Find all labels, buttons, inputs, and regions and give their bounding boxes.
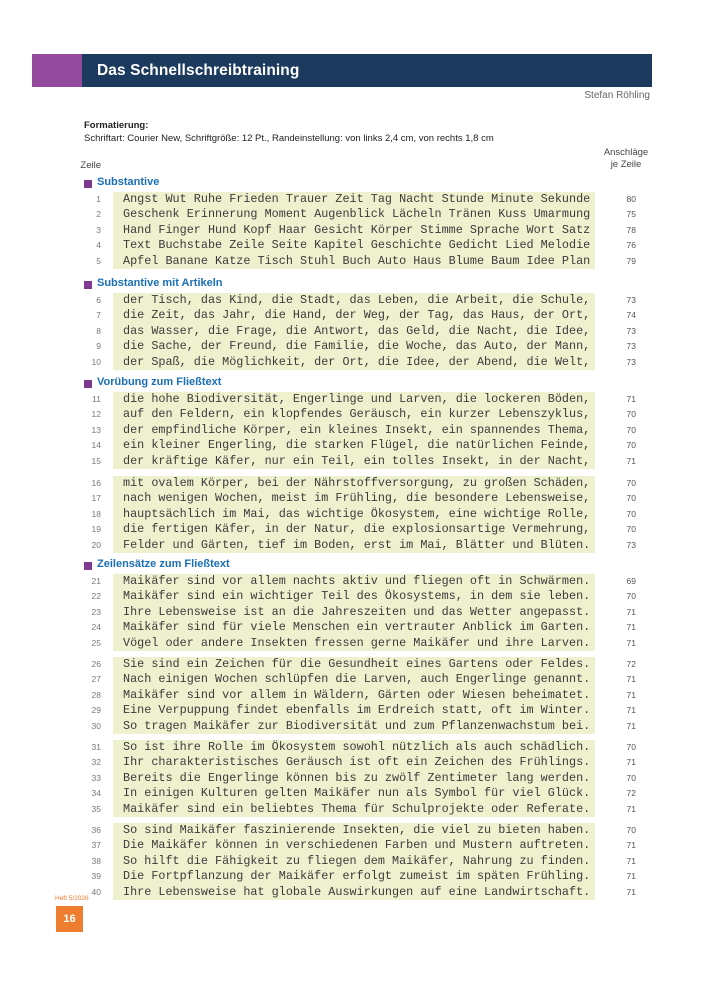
column-header-strokes-line2: je Zeile (610, 158, 642, 170)
column-header-strokes-line1: Anschläge (603, 147, 649, 158)
line-number: 15 (91, 455, 101, 466)
line-number: 30 (91, 720, 101, 731)
strokes-value: 73 (626, 356, 636, 367)
line-number: 16 (91, 478, 101, 488)
text-block (0, 740, 720, 817)
strokes-value: 71 (626, 674, 636, 685)
strokes-value: 71 (626, 689, 636, 700)
text-line: Geschenk Erinnerung Moment Augenblick Lächeln Tränen Kuss Umarmung (123, 207, 591, 222)
text-line: das Wasser, die Frage, die Antwort, das Geld, die Nacht, die Idee, (123, 323, 591, 338)
section-bullet-icon (84, 562, 92, 570)
strokes-value: 70 (626, 424, 636, 435)
strokes-value: 71 (626, 757, 636, 768)
strokes-column (596, 392, 636, 469)
text-line: Maikäfer sind ein beliebtes Thema für Schulprojekte oder Referate. (123, 801, 591, 816)
line-number: 32 (91, 757, 101, 768)
page-title: Das Schnellschreibtraining (97, 62, 300, 79)
line-number: 24 (91, 622, 101, 633)
text-block (0, 392, 720, 469)
line-number: 25 (91, 637, 101, 648)
page-number-badge: 16 (56, 906, 83, 932)
text-line: Felder und Gärten, tief im Boden, erst im Mai, Blätter und Blüten. (123, 537, 591, 552)
line-number: 36 (91, 825, 101, 835)
text-line: der kräftige Käfer, nur ein Teil, ein tolles Insekt, in der Nacht, (123, 453, 591, 468)
strokes-value: 73 (626, 325, 636, 336)
text-line: Maikäfer sind vor allem in Wäldern, Gärten oder Wiesen beheimatet. (123, 687, 591, 702)
text-line: Die Maikäfer können in verschiedenen Farben und Mustern auftreten. (123, 838, 591, 853)
section-bullet-icon (84, 281, 92, 289)
strokes-value: 73 (626, 539, 636, 550)
line-number: 23 (91, 606, 101, 617)
line-number: 39 (91, 871, 101, 882)
line-number: 9 (96, 341, 101, 352)
strokes-value: 76 (626, 240, 636, 251)
text-line: Sie sind ein Zeichen für die Gesundheit eines Gartens oder Feldes. (123, 657, 591, 671)
strokes-value: 70 (626, 825, 636, 835)
line-number: 6 (96, 295, 101, 305)
line-number-column (60, 740, 101, 817)
text-line: Text Buchstabe Zeile Seite Kapitel Geschichte Gedicht Lied Melodie (123, 238, 591, 253)
text-block (0, 823, 720, 900)
text-line: Ihre Lebensweise ist an die Jahreszeiten und das Wetter angepasst. (123, 604, 591, 619)
text-line: der Tisch, das Kind, die Stadt, das Leben, die Arbeit, die Schule, (123, 293, 591, 307)
strokes-value: 71 (626, 803, 636, 814)
line-number: 40 (91, 886, 101, 897)
line-number: 4 (96, 240, 101, 251)
text-line-column (113, 476, 595, 553)
text-block (0, 293, 720, 370)
strokes-column (596, 476, 636, 553)
text-line: So ist ihre Rolle im Ökosystem sowohl nützlich als auch schädlich. (123, 740, 591, 754)
line-number-column (60, 392, 101, 469)
line-number: 22 (91, 591, 101, 602)
strokes-column (596, 293, 636, 370)
line-number: 13 (91, 424, 101, 435)
text-line: So tragen Maikäfer zur Biodiversität und zum Pflanzenwachstum bei. (123, 718, 591, 733)
strokes-column (596, 823, 636, 900)
line-number: 18 (91, 508, 101, 519)
text-line-column (113, 192, 595, 269)
text-line: Hand Finger Hund Kopf Haar Gesicht Körper Stimme Sprache Wort Satz (123, 222, 591, 237)
line-number: 33 (91, 772, 101, 783)
text-line: Maikäfer sind vor allem nachts aktiv und fliegen oft in Schwärmen. (123, 574, 591, 588)
text-line: In einigen Kulturen gelten Maikäfer nun als Symbol für viel Glück. (123, 786, 591, 801)
strokes-value: 70 (626, 524, 636, 535)
section-header (84, 176, 159, 190)
line-number: 7 (96, 310, 101, 321)
text-line: So sind Maikäfer faszinierende Insekten, die viel zu bieten haben. (123, 823, 591, 837)
text-line: die Zeit, das Jahr, die Hand, der Weg, der Tag, das Haus, der Ort, (123, 308, 591, 323)
strokes-column (596, 574, 636, 651)
text-line: der empfindliche Körper, ein kleines Insekt, ein spannendes Thema, (123, 422, 591, 437)
text-line-column (113, 823, 595, 900)
strokes-column (596, 192, 636, 269)
strokes-value: 78 (626, 224, 636, 235)
line-number: 10 (91, 356, 101, 367)
text-block (0, 657, 720, 734)
strokes-value: 70 (626, 478, 636, 488)
strokes-value: 72 (626, 659, 636, 669)
strokes-value: 71 (626, 871, 636, 882)
strokes-value: 73 (626, 341, 636, 352)
text-line-column (113, 574, 595, 651)
line-number-column (60, 476, 101, 553)
strokes-column (596, 740, 636, 817)
line-number: 38 (91, 855, 101, 866)
text-block (0, 574, 720, 651)
text-line: Vögel oder andere Insekten fressen gerne Maikäfer und ihre Larven. (123, 635, 591, 650)
text-line: Die Fortpflanzung der Maikäfer erfolgt zumeist im späten Frühling. (123, 869, 591, 884)
text-line-column (113, 740, 595, 817)
section-title: Zeilensätze zum Fließtext (97, 558, 230, 570)
strokes-value: 71 (626, 394, 636, 404)
strokes-value: 71 (626, 606, 636, 617)
strokes-value: 71 (626, 455, 636, 466)
section-header (84, 558, 230, 572)
line-number-column (60, 192, 101, 269)
line-number-column (60, 823, 101, 900)
strokes-value: 70 (626, 772, 636, 783)
line-number: 26 (91, 659, 101, 669)
strokes-value: 71 (626, 705, 636, 716)
text-line: So hilft die Fähigkeit zu fliegen dem Maikäfer, Nahrung zu finden. (123, 853, 591, 868)
text-line: der Spaß, die Möglichkeit, der Ort, die Idee, der Abend, die Welt, (123, 354, 591, 369)
issue-label: Heft 5/2026 (55, 895, 89, 902)
line-number: 27 (91, 674, 101, 685)
strokes-value: 80 (626, 194, 636, 204)
text-line-column (113, 293, 595, 370)
section-bullet-icon (84, 180, 92, 188)
formatting-details: Schriftart: Courier New, Schriftgröße: 12 Pt., Randeinstellung: von links 2,4 cm, von rechts 1,8 cm (84, 133, 494, 144)
text-line: Nach einigen Wochen schlüpfen die Larven, auch Engerlinge genannt. (123, 672, 591, 687)
strokes-value: 71 (626, 637, 636, 648)
line-number: 29 (91, 705, 101, 716)
text-line: Maikäfer sind ein wichtiger Teil des Ökosystems, in dem sie leben. (123, 589, 591, 604)
text-line-column (113, 392, 595, 469)
line-number: 14 (91, 440, 101, 451)
text-line: Maikäfer sind für viele Menschen ein vertrauter Anblick im Garten. (123, 620, 591, 635)
strokes-value: 73 (626, 295, 636, 305)
text-line: nach wenigen Wochen, meist im Frühling, die besondere Lebensweise, (123, 491, 591, 506)
text-line-column (113, 657, 595, 734)
strokes-value: 71 (626, 855, 636, 866)
text-line: die fertigen Käfer, in der Natur, die explosionsartige Vermehrung, (123, 522, 591, 537)
line-number: 19 (91, 524, 101, 535)
section-bullet-icon (84, 380, 92, 388)
text-line: Angst Wut Ruhe Frieden Trauer Zeit Tag Nacht Stunde Minute Sekunde (123, 192, 591, 206)
line-number-column (60, 574, 101, 651)
text-line: Eine Verpuppung findet ebenfalls im Erdreich statt, oft im Winter. (123, 703, 591, 718)
text-line: hauptsächlich im Mai, das wichtige Ökosystem, eine wichtige Rolle, (123, 506, 591, 521)
line-number: 31 (91, 742, 101, 752)
text-line: Ihre Lebensweise hat globale Auswirkungen auf eine Landwirtschaft. (123, 884, 591, 899)
strokes-value: 70 (626, 493, 636, 504)
line-number: 5 (96, 255, 101, 266)
line-number: 2 (96, 209, 101, 220)
line-number: 34 (91, 788, 101, 799)
line-number: 12 (91, 409, 101, 420)
line-number: 35 (91, 803, 101, 814)
formatting-label: Formatierung: (84, 120, 149, 131)
text-line: Bereits die Engerlinge können bis zu zwölf Zentimeter lang werden. (123, 770, 591, 785)
line-number: 1 (96, 194, 101, 204)
line-number-column (60, 293, 101, 370)
strokes-value: 70 (626, 409, 636, 420)
strokes-value: 71 (626, 886, 636, 897)
line-number: 11 (92, 394, 101, 404)
strokes-value: 70 (626, 508, 636, 519)
line-number-column (60, 657, 101, 734)
text-line: die Sache, der Freund, die Familie, die Woche, das Auto, der Mann, (123, 339, 591, 354)
strokes-value: 79 (626, 255, 636, 266)
section-header (84, 277, 223, 291)
text-line: Ihr charakteristisches Geräusch ist oft ein Zeichen des Frühlings. (123, 755, 591, 770)
strokes-value: 72 (626, 788, 636, 799)
strokes-value: 74 (626, 310, 636, 321)
section-title: Vorübung zum Fließtext (97, 376, 222, 388)
strokes-value: 70 (626, 742, 636, 752)
strokes-value: 70 (626, 591, 636, 602)
line-number: 21 (91, 576, 101, 586)
text-line: auf den Feldern, ein klopfendes Geräusch, ein kurzer Lebenszyklus, (123, 407, 591, 422)
line-number: 20 (91, 539, 101, 550)
text-block (0, 476, 720, 553)
text-line: Apfel Banane Katze Tisch Stuhl Buch Auto Haus Blume Baum Idee Plan (123, 253, 591, 268)
text-line: mit ovalem Körper, bei der Nährstoffversorgung, zu großen Schäden, (123, 476, 591, 490)
line-number: 28 (91, 689, 101, 700)
strokes-value: 70 (626, 440, 636, 451)
strokes-value: 71 (626, 622, 636, 633)
section-title: Substantive (97, 176, 160, 188)
strokes-value: 69 (626, 576, 636, 586)
text-line: die hohe Biodiversität, Engerlinge und Larven, die lockeren Böden, (123, 392, 591, 406)
author-name: Stefan Röhling (584, 90, 650, 101)
line-number: 3 (96, 224, 101, 235)
line-number: 8 (96, 325, 101, 336)
line-number: 37 (91, 840, 101, 851)
text-line: ein kleiner Engerling, die starken Flügel, die natürlichen Feinde, (123, 438, 591, 453)
strokes-value: 71 (626, 840, 636, 851)
strokes-value: 75 (626, 209, 636, 220)
section-title: Substantive mit Artikeln (97, 277, 223, 289)
strokes-value: 71 (626, 720, 636, 731)
strokes-column (596, 657, 636, 734)
line-number: 17 (91, 493, 101, 504)
text-block (0, 192, 720, 269)
section-header (84, 376, 221, 390)
column-header-line: Zeile (80, 160, 101, 171)
